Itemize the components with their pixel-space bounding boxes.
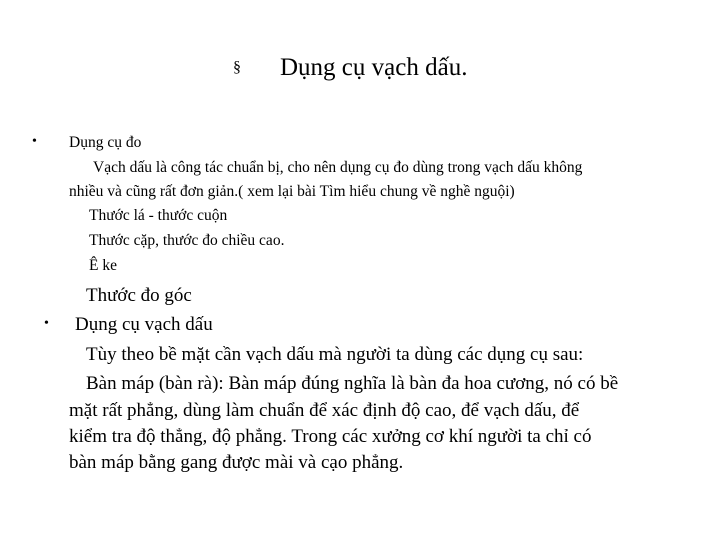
list-item: Thước đo góc xyxy=(86,285,192,306)
list-item: Thước lá - thước cuộn xyxy=(89,207,228,224)
list-item: Ê ke xyxy=(89,257,117,274)
title-bullet-icon: § xyxy=(233,59,241,76)
list-item: Thước cặp, thước đo chiều cao. xyxy=(89,232,285,249)
paragraph-line: nhiều và cũng rất đơn giản.( xem lại bài Tìm hiểu chung về nghề nguội) xyxy=(69,183,515,200)
paragraph-line: Bàn máp (bàn rà): Bàn máp đúng nghĩa là bàn đa hoa cương, nó có bề xyxy=(86,373,619,394)
bullet-icon: • xyxy=(32,134,37,149)
paragraph-line: mặt rất phẳng, dùng làm chuẩn để xác định độ cao, để vạch dấu, để xyxy=(69,400,580,421)
slide-title-row xyxy=(0,52,720,86)
paragraph-line: Vạch dấu là công tác chuẩn bị, cho nên dụng cụ đo dùng trong vạch dấu không xyxy=(93,159,583,176)
bullet-icon: • xyxy=(44,316,49,331)
paragraph-line: bàn máp bằng gang được mài và cạo phẳng. xyxy=(69,452,404,473)
section-heading: Dụng cụ vạch dấu xyxy=(75,314,213,335)
slide-title: Dụng cụ vạch dấu. xyxy=(280,54,468,81)
section-heading: Dụng cụ đo xyxy=(69,134,142,151)
paragraph-line: Tùy theo bề mặt cần vạch dấu mà người ta dùng các dụng cụ sau: xyxy=(86,344,584,365)
paragraph-line: kiểm tra độ thẳng, độ phẳng. Trong các xưởng cơ khí người ta chỉ có xyxy=(69,426,592,447)
